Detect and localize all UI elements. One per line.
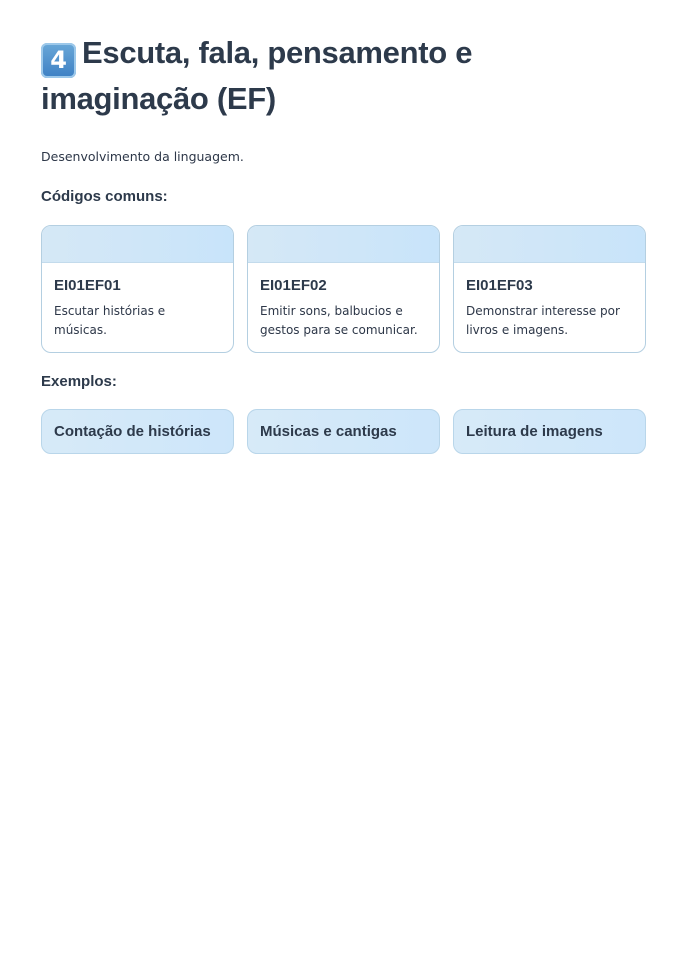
section-description: Desenvolvimento da linguagem. [41,149,244,164]
card-text: Demonstrar interesse por livros e imagens. [466,304,620,337]
page-title-text: Escuta, fala, pensamento e imaginação (EF) [41,35,473,116]
card-header-band [248,226,439,263]
card-header-band [454,226,645,263]
examples-list [41,409,646,454]
card-code: EI01EF03 [466,277,533,294]
card-code: EI01EF01 [54,277,121,294]
card-text: Escutar histórias e músicas. [54,304,166,337]
card-header-band [42,226,233,263]
code-card [247,225,440,353]
document-page [41,32,646,454]
example-chip: Contação de histórias [41,409,234,454]
card-body [454,263,645,340]
card-text: Emitir sons, balbucios e gestos para se comunicar. [260,304,418,337]
example-chip: Músicas e cantigas [247,409,440,454]
example-chip: Leitura de imagens [453,409,646,454]
card-code: EI01EF02 [260,277,327,294]
codes-card-list [41,225,646,353]
page-title [41,32,646,120]
codes-heading: Códigos comuns: [41,188,168,205]
examples-heading: Exemplos: [41,373,117,390]
card-body [248,263,439,340]
code-card [41,225,234,353]
code-card [453,225,646,353]
card-body [42,263,233,340]
keycap-four-icon: 4 [41,43,76,78]
